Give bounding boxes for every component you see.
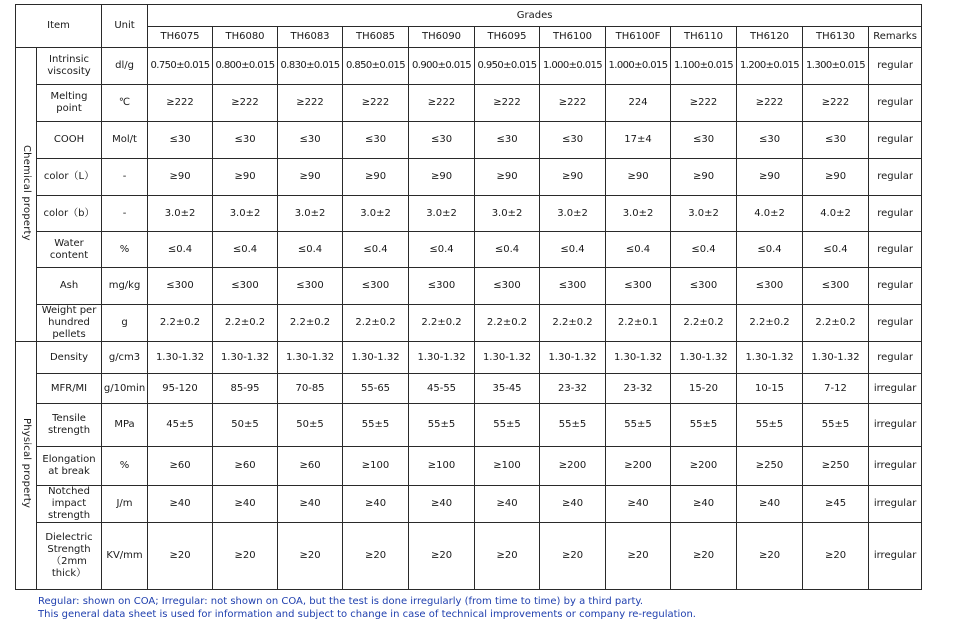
value-cell: ≥40 bbox=[148, 486, 213, 523]
item-label: Notched impact strength bbox=[37, 486, 102, 523]
item-label: Dielectric Strength（2mm thick） bbox=[37, 523, 102, 590]
value-cell: 55±5 bbox=[475, 404, 540, 447]
value-cell: ≥60 bbox=[213, 447, 278, 486]
value-cell: 2.2±0.2 bbox=[343, 305, 409, 342]
value-cell: ≥40 bbox=[475, 486, 540, 523]
value-cell: ≥45 bbox=[803, 486, 869, 523]
value-cell: 224 bbox=[606, 85, 671, 122]
remark-cell: irregular bbox=[869, 404, 922, 447]
unit-label: J/m bbox=[102, 486, 148, 523]
grade-header-th6075: TH6075 bbox=[148, 27, 213, 48]
value-cell: ≥200 bbox=[540, 447, 606, 486]
specification-table bbox=[15, 4, 922, 590]
value-cell: 1.30-1.32 bbox=[213, 342, 278, 374]
value-cell: 3.0±2 bbox=[409, 196, 475, 232]
value-cell: ≤30 bbox=[343, 122, 409, 159]
grade-header-th6130: TH6130 bbox=[803, 27, 869, 48]
value-cell: ≤300 bbox=[475, 268, 540, 305]
value-cell: ≤300 bbox=[343, 268, 409, 305]
value-cell: ≥20 bbox=[803, 523, 869, 590]
value-cell: 4.0±2 bbox=[803, 196, 869, 232]
value-cell: ≥20 bbox=[343, 523, 409, 590]
value-cell: 1.000±0.015 bbox=[606, 48, 671, 85]
value-cell: ≥20 bbox=[278, 523, 343, 590]
value-cell: 2.2±0.1 bbox=[606, 305, 671, 342]
value-cell: 3.0±2 bbox=[606, 196, 671, 232]
value-cell: ≤0.4 bbox=[540, 232, 606, 268]
grade-header-th6110: TH6110 bbox=[671, 27, 737, 48]
remark-cell: regular bbox=[869, 159, 922, 196]
value-cell: ≤0.4 bbox=[737, 232, 803, 268]
value-cell: ≤0.4 bbox=[803, 232, 869, 268]
value-cell: 2.2±0.2 bbox=[213, 305, 278, 342]
unit-label: g bbox=[102, 305, 148, 342]
value-cell: ≥90 bbox=[803, 159, 869, 196]
value-cell: 45-55 bbox=[409, 374, 475, 404]
value-cell: ≥222 bbox=[737, 85, 803, 122]
unit-label: g/10min bbox=[102, 374, 148, 404]
value-cell: ≥90 bbox=[737, 159, 803, 196]
value-cell: 1.200±0.015 bbox=[737, 48, 803, 85]
unit-label: KV/mm bbox=[102, 523, 148, 590]
value-cell: ≥222 bbox=[343, 85, 409, 122]
table-row bbox=[16, 447, 922, 486]
table-row bbox=[16, 85, 922, 122]
value-cell: 2.2±0.2 bbox=[540, 305, 606, 342]
value-cell: ≤300 bbox=[803, 268, 869, 305]
footnote-disclaimer: This general data sheet is used for information and subject to change in case of technical improvements or company re-regulation. bbox=[38, 608, 696, 620]
value-cell: ≤30 bbox=[475, 122, 540, 159]
value-cell: 4.0±2 bbox=[737, 196, 803, 232]
value-cell: 2.2±0.2 bbox=[409, 305, 475, 342]
value-cell: ≥222 bbox=[540, 85, 606, 122]
unit-label: - bbox=[102, 196, 148, 232]
header-unit: Unit bbox=[102, 5, 148, 48]
remark-cell: regular bbox=[869, 305, 922, 342]
remark-cell: regular bbox=[869, 196, 922, 232]
value-cell: 1.30-1.32 bbox=[278, 342, 343, 374]
value-cell: ≥40 bbox=[409, 486, 475, 523]
value-cell: ≤300 bbox=[213, 268, 278, 305]
grade-header-th6120: TH6120 bbox=[737, 27, 803, 48]
item-label: Elongation at break bbox=[37, 447, 102, 486]
remark-cell: irregular bbox=[869, 447, 922, 486]
grade-header-th6095: TH6095 bbox=[475, 27, 540, 48]
footnotes bbox=[38, 596, 696, 621]
value-cell: 3.0±2 bbox=[671, 196, 737, 232]
grade-header-th6083: TH6083 bbox=[278, 27, 343, 48]
value-cell: ≥222 bbox=[803, 85, 869, 122]
value-cell: ≥20 bbox=[213, 523, 278, 590]
value-cell: ≥20 bbox=[606, 523, 671, 590]
value-cell: 50±5 bbox=[278, 404, 343, 447]
header-row-grade-names bbox=[16, 27, 922, 48]
value-cell: ≤0.4 bbox=[606, 232, 671, 268]
value-cell: ≥20 bbox=[475, 523, 540, 590]
value-cell: ≥40 bbox=[278, 486, 343, 523]
value-cell: 1.30-1.32 bbox=[803, 342, 869, 374]
value-cell: 3.0±2 bbox=[540, 196, 606, 232]
value-cell: ≤0.4 bbox=[148, 232, 213, 268]
unit-label: ℃ bbox=[102, 85, 148, 122]
category-physical-label: Physical property bbox=[21, 418, 32, 509]
value-cell: 35-45 bbox=[475, 374, 540, 404]
item-label: Intrinsic viscosity bbox=[37, 48, 102, 85]
value-cell: ≤300 bbox=[737, 268, 803, 305]
value-cell: 1.30-1.32 bbox=[148, 342, 213, 374]
remark-cell: irregular bbox=[869, 486, 922, 523]
table-row bbox=[16, 305, 922, 342]
value-cell: 1.30-1.32 bbox=[737, 342, 803, 374]
remark-cell: regular bbox=[869, 232, 922, 268]
value-cell: 0.830±0.015 bbox=[278, 48, 343, 85]
value-cell: 3.0±2 bbox=[148, 196, 213, 232]
value-cell: ≥222 bbox=[475, 85, 540, 122]
value-cell: ≥90 bbox=[343, 159, 409, 196]
value-cell: ≤300 bbox=[148, 268, 213, 305]
value-cell: 1.30-1.32 bbox=[475, 342, 540, 374]
value-cell: 55±5 bbox=[409, 404, 475, 447]
value-cell: 1.300±0.015 bbox=[803, 48, 869, 85]
unit-label: % bbox=[102, 232, 148, 268]
category-chemical bbox=[16, 48, 37, 342]
value-cell: 1.30-1.32 bbox=[343, 342, 409, 374]
value-cell: 55±5 bbox=[737, 404, 803, 447]
table-row bbox=[16, 374, 922, 404]
value-cell: ≤300 bbox=[606, 268, 671, 305]
value-cell: ≥40 bbox=[540, 486, 606, 523]
header-item: Item bbox=[16, 5, 102, 48]
value-cell: 0.850±0.015 bbox=[343, 48, 409, 85]
value-cell: ≥40 bbox=[606, 486, 671, 523]
value-cell: 55±5 bbox=[540, 404, 606, 447]
value-cell: 1.100±0.015 bbox=[671, 48, 737, 85]
value-cell: ≤30 bbox=[671, 122, 737, 159]
item-label: color（L） bbox=[37, 159, 102, 196]
value-cell: ≤30 bbox=[213, 122, 278, 159]
table-row bbox=[16, 404, 922, 447]
remark-cell: irregular bbox=[869, 523, 922, 590]
remark-cell: regular bbox=[869, 268, 922, 305]
header-grades: Grades bbox=[148, 5, 922, 27]
table-row bbox=[16, 486, 922, 523]
value-cell: ≥60 bbox=[148, 447, 213, 486]
value-cell: 85-95 bbox=[213, 374, 278, 404]
value-cell: 1.30-1.32 bbox=[409, 342, 475, 374]
value-cell: ≥222 bbox=[148, 85, 213, 122]
value-cell: ≥250 bbox=[803, 447, 869, 486]
unit-label: MPa bbox=[102, 404, 148, 447]
value-cell: 0.800±0.015 bbox=[213, 48, 278, 85]
value-cell: 2.2±0.2 bbox=[737, 305, 803, 342]
value-cell: 15-20 bbox=[671, 374, 737, 404]
value-cell: 50±5 bbox=[213, 404, 278, 447]
remark-cell: regular bbox=[869, 48, 922, 85]
value-cell: ≤30 bbox=[148, 122, 213, 159]
value-cell: ≤0.4 bbox=[671, 232, 737, 268]
value-cell: ≥90 bbox=[148, 159, 213, 196]
table-row bbox=[16, 342, 922, 374]
table-row bbox=[16, 268, 922, 305]
value-cell: ≥90 bbox=[213, 159, 278, 196]
item-label: Water content bbox=[37, 232, 102, 268]
value-cell: 55±5 bbox=[803, 404, 869, 447]
value-cell: ≥40 bbox=[213, 486, 278, 523]
value-cell: 1.000±0.015 bbox=[540, 48, 606, 85]
table-row bbox=[16, 523, 922, 590]
value-cell: ≤0.4 bbox=[278, 232, 343, 268]
header-remarks: Remarks bbox=[869, 27, 922, 48]
value-cell: 23-32 bbox=[540, 374, 606, 404]
table-row bbox=[16, 232, 922, 268]
value-cell: ≥100 bbox=[343, 447, 409, 486]
table-row bbox=[16, 159, 922, 196]
value-cell: ≤300 bbox=[540, 268, 606, 305]
value-cell: ≥90 bbox=[540, 159, 606, 196]
value-cell: ≥90 bbox=[671, 159, 737, 196]
value-cell: 0.750±0.015 bbox=[148, 48, 213, 85]
remark-cell: regular bbox=[869, 85, 922, 122]
item-label: Melting point bbox=[37, 85, 102, 122]
value-cell: 17±4 bbox=[606, 122, 671, 159]
unit-label: mg/kg bbox=[102, 268, 148, 305]
value-cell: 3.0±2 bbox=[343, 196, 409, 232]
table-row bbox=[16, 122, 922, 159]
value-cell: ≤30 bbox=[540, 122, 606, 159]
value-cell: ≥90 bbox=[475, 159, 540, 196]
value-cell: ≤0.4 bbox=[475, 232, 540, 268]
value-cell: ≥200 bbox=[671, 447, 737, 486]
value-cell: 2.2±0.2 bbox=[148, 305, 213, 342]
value-cell: 0.950±0.015 bbox=[475, 48, 540, 85]
value-cell: ≥222 bbox=[409, 85, 475, 122]
value-cell: ≤300 bbox=[671, 268, 737, 305]
value-cell: ≤30 bbox=[409, 122, 475, 159]
footnote-regular: Regular: shown on COA; Irregular: not shown on COA, but the test is done irregularly (from time to time) by a third party. bbox=[38, 596, 644, 607]
value-cell: ≥20 bbox=[540, 523, 606, 590]
grade-header-th6100: TH6100 bbox=[540, 27, 606, 48]
value-cell: ≥90 bbox=[278, 159, 343, 196]
item-label: COOH bbox=[37, 122, 102, 159]
value-cell: ≤300 bbox=[278, 268, 343, 305]
category-physical bbox=[16, 342, 37, 590]
value-cell: ≥40 bbox=[343, 486, 409, 523]
value-cell: 23-32 bbox=[606, 374, 671, 404]
value-cell: ≥222 bbox=[671, 85, 737, 122]
table-row bbox=[16, 196, 922, 232]
value-cell: 3.0±2 bbox=[213, 196, 278, 232]
value-cell: ≥250 bbox=[737, 447, 803, 486]
value-cell: ≥222 bbox=[213, 85, 278, 122]
value-cell: 95-120 bbox=[148, 374, 213, 404]
value-cell: 2.2±0.2 bbox=[278, 305, 343, 342]
value-cell: 55±5 bbox=[606, 404, 671, 447]
value-cell: 1.30-1.32 bbox=[540, 342, 606, 374]
value-cell: ≥222 bbox=[278, 85, 343, 122]
value-cell: ≥20 bbox=[148, 523, 213, 590]
item-label: Ash bbox=[37, 268, 102, 305]
item-label: Tensile strength bbox=[37, 404, 102, 447]
unit-label: % bbox=[102, 447, 148, 486]
value-cell: 7-12 bbox=[803, 374, 869, 404]
value-cell: ≥90 bbox=[606, 159, 671, 196]
category-chemical-label: Chemical property bbox=[21, 144, 32, 241]
value-cell: ≥40 bbox=[737, 486, 803, 523]
remark-cell: regular bbox=[869, 122, 922, 159]
value-cell: 55-65 bbox=[343, 374, 409, 404]
value-cell: ≥20 bbox=[409, 523, 475, 590]
value-cell: 2.2±0.2 bbox=[671, 305, 737, 342]
value-cell: ≥20 bbox=[737, 523, 803, 590]
item-label: MFR/MI bbox=[37, 374, 102, 404]
unit-label: g/cm3 bbox=[102, 342, 148, 374]
value-cell: 3.0±2 bbox=[475, 196, 540, 232]
value-cell: 3.0±2 bbox=[278, 196, 343, 232]
value-cell: ≤0.4 bbox=[409, 232, 475, 268]
value-cell: 0.900±0.015 bbox=[409, 48, 475, 85]
value-cell: 55±5 bbox=[671, 404, 737, 447]
value-cell: ≥200 bbox=[606, 447, 671, 486]
value-cell: 45±5 bbox=[148, 404, 213, 447]
value-cell: ≥60 bbox=[278, 447, 343, 486]
grade-header-th6085: TH6085 bbox=[343, 27, 409, 48]
value-cell: 2.2±0.2 bbox=[475, 305, 540, 342]
value-cell: ≤30 bbox=[803, 122, 869, 159]
value-cell: ≥100 bbox=[475, 447, 540, 486]
grade-header-th6100f: TH6100F bbox=[606, 27, 671, 48]
value-cell: 10-15 bbox=[737, 374, 803, 404]
header-row-grades bbox=[16, 5, 922, 27]
value-cell: 1.30-1.32 bbox=[606, 342, 671, 374]
value-cell: ≤30 bbox=[278, 122, 343, 159]
value-cell: ≤300 bbox=[409, 268, 475, 305]
item-label: Weight per hundred pellets bbox=[37, 305, 102, 342]
value-cell: ≥20 bbox=[671, 523, 737, 590]
remark-cell: regular bbox=[869, 342, 922, 374]
unit-label: dl/g bbox=[102, 48, 148, 85]
value-cell: ≤0.4 bbox=[343, 232, 409, 268]
value-cell: 1.30-1.32 bbox=[671, 342, 737, 374]
table-row bbox=[16, 48, 922, 85]
value-cell: ≤0.4 bbox=[213, 232, 278, 268]
unit-label: - bbox=[102, 159, 148, 196]
value-cell: ≤30 bbox=[737, 122, 803, 159]
value-cell: 2.2±0.2 bbox=[803, 305, 869, 342]
value-cell: ≥90 bbox=[409, 159, 475, 196]
value-cell: 55±5 bbox=[343, 404, 409, 447]
grade-header-th6090: TH6090 bbox=[409, 27, 475, 48]
remark-cell: irregular bbox=[869, 374, 922, 404]
item-label: Density bbox=[37, 342, 102, 374]
value-cell: ≥100 bbox=[409, 447, 475, 486]
value-cell: 70-85 bbox=[278, 374, 343, 404]
value-cell: ≥40 bbox=[671, 486, 737, 523]
item-label: color（b） bbox=[37, 196, 102, 232]
unit-label: Mol/t bbox=[102, 122, 148, 159]
grade-header-th6080: TH6080 bbox=[213, 27, 278, 48]
